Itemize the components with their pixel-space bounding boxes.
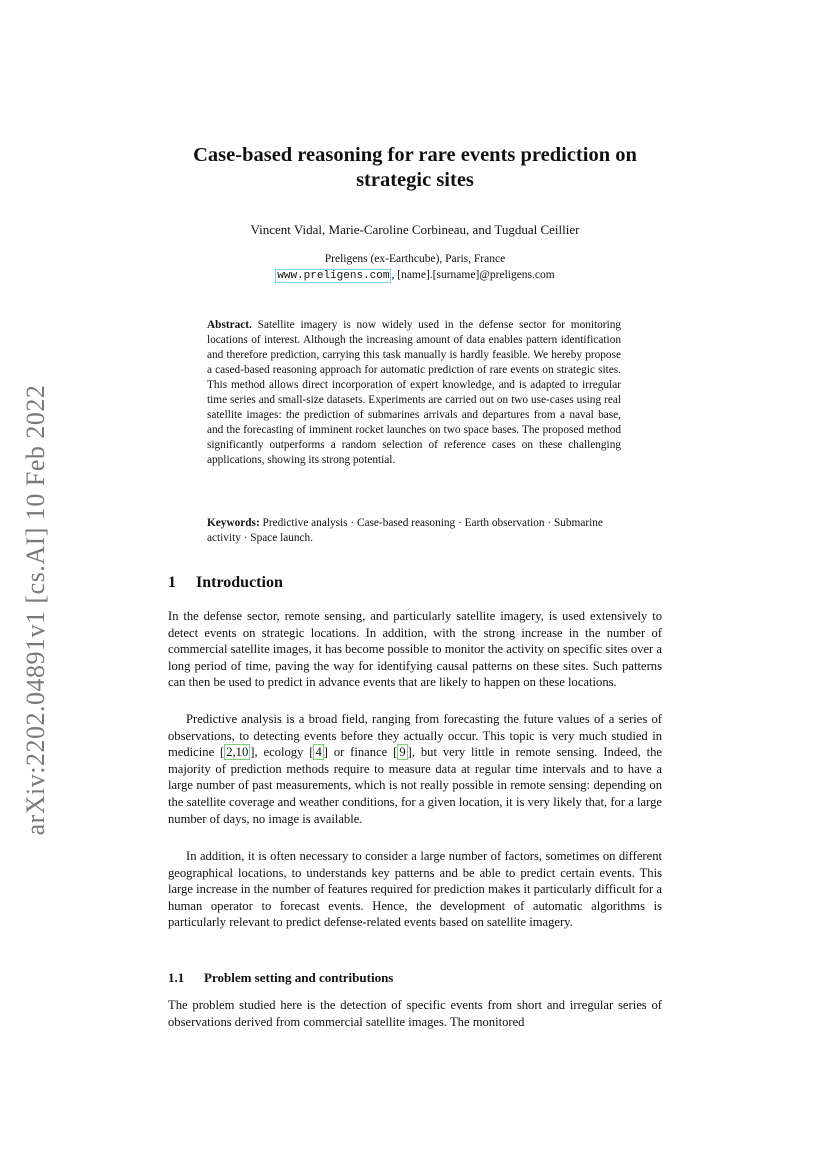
section-title: Introduction — [196, 574, 283, 591]
paper-title — [168, 143, 662, 193]
citation-link[interactable]: 2,10 — [226, 745, 249, 760]
section-heading-introduction — [168, 574, 283, 592]
keywords-label: Keywords: — [207, 517, 260, 529]
contact-line — [168, 267, 662, 284]
paragraph-text: , but very little in remote sensing. Indeed, the majority of prediction methods require to measure data at regular time intervals and to have a large number of past measurements, which is not really possible in remote sensing: depending on the satellite coverage and weather conditions, for a given location, it is very likely that, for a large number of days, no image is available. — [168, 745, 662, 826]
intro-paragraph-3: In addition, it is often necessary to consider a large number of factors, sometimes on different geographical locations, to understands key patterns and be able to predict certain events. This large increase in the number of features required for prediction makes it particularly difficult for a human operator to forecast events. Hence, the development of automatic algorithms is particularly relevant to predict defense-related events based on satellite imagery. — [168, 849, 662, 930]
paragraph-text: or finance — [327, 745, 394, 760]
email-pattern: , [name].[surname]@preligens.com — [391, 269, 555, 281]
affiliation-block — [168, 251, 662, 284]
section-number: 1 — [168, 574, 176, 591]
website-link[interactable]: www.preligens.com — [277, 270, 390, 282]
paper-title-line-1: Case-based reasoning for rare events prediction on — [193, 144, 637, 166]
subsection-title: Problem setting and contributions — [204, 970, 394, 985]
problem-setting-paragraph: The problem studied here is the detection of specific events from short and irregular series of observations derived from commercial satellite images. The monitored — [168, 998, 662, 1029]
citation-link[interactable]: 4 — [315, 745, 322, 760]
abstract-label: Abstract. — [207, 319, 252, 331]
arxiv-identifier-text: arXiv:2202.04891v1 [cs.AI] 10 Feb 2022 — [21, 384, 50, 836]
paragraph-text: Predictive analysis is a broad field, ranging from forecasting the future values of a series of observations, to detecting events before they actually occur. This topic is very much studied in medicine — [168, 712, 662, 760]
paper-title-line-2: strategic sites — [356, 169, 474, 191]
keywords-text: Predictive analysis · Case-based reasoning · Earth observation · Submarine activity · Space launch. — [207, 517, 603, 544]
abstract-block — [207, 318, 621, 468]
abstract-text: Satellite imagery is now widely used in the defense sector for monitoring locations of interest. Although the increasing amount of data enables pattern identification and therefore prediction, carrying this task manually is hardly feasible. We hereby propose a cased-based reasoning approach for automatic prediction of rare events on strategic sites. This method allows direct incorporation of expert knowledge, and is adapted to irregular time series and small-size datasets. Experiments are carried out on two use-cases using real satellite images: the prediction of submarines arrivals and departures from a naval base, and the forecasting of imminent rocket launches on two space bases. The proposed method significantly outperforms a random selection of reference cases on these challenging applications, showing its strong potential. — [207, 319, 622, 466]
subsection-heading-problem-setting — [168, 970, 393, 986]
citation-link[interactable]: 9 — [399, 745, 406, 760]
author-list: Vincent Vidal, Marie-Caroline Corbineau, and Tugdual Ceillier — [250, 222, 580, 237]
affiliation-name: Preligens (ex-Earthcube), Paris, France — [324, 253, 506, 265]
intro-paragraph-2: Predictive analysis is a broad field, ranging from forecasting the future values of a series of observations, to detecting events before they actually occur. This topic is very much studied in medicine [ 2,10 ], ecology [ 4 ] or finance [ 9 ], but very little in remote sensing. Indeed, the majority of prediction methods require to measure data at regular time intervals and to have a large number of past measurements, which is not really possible in remote sensing: depending on the satellite coverage and weather conditions, for a given location, it is very likely that, for a large number of days, no image is available. — [168, 712, 662, 826]
intro-paragraph-1: In the defense sector, remote sensing, and particularly satellite imagery, is used extensively to detect events on strategic locations. In addition, with the strong increase in the number of commercial satellite images, it has become possible to monitor the activity on specific sites over a long period of time, paving the way for identifying causal patterns on these sites. Such patterns can then be used to predict in advance events that are likely to happen on these locations. — [168, 609, 662, 690]
subsection-number: 1.1 — [168, 970, 185, 985]
paragraph-text: , ecology — [254, 745, 310, 760]
keywords-block — [207, 516, 621, 546]
